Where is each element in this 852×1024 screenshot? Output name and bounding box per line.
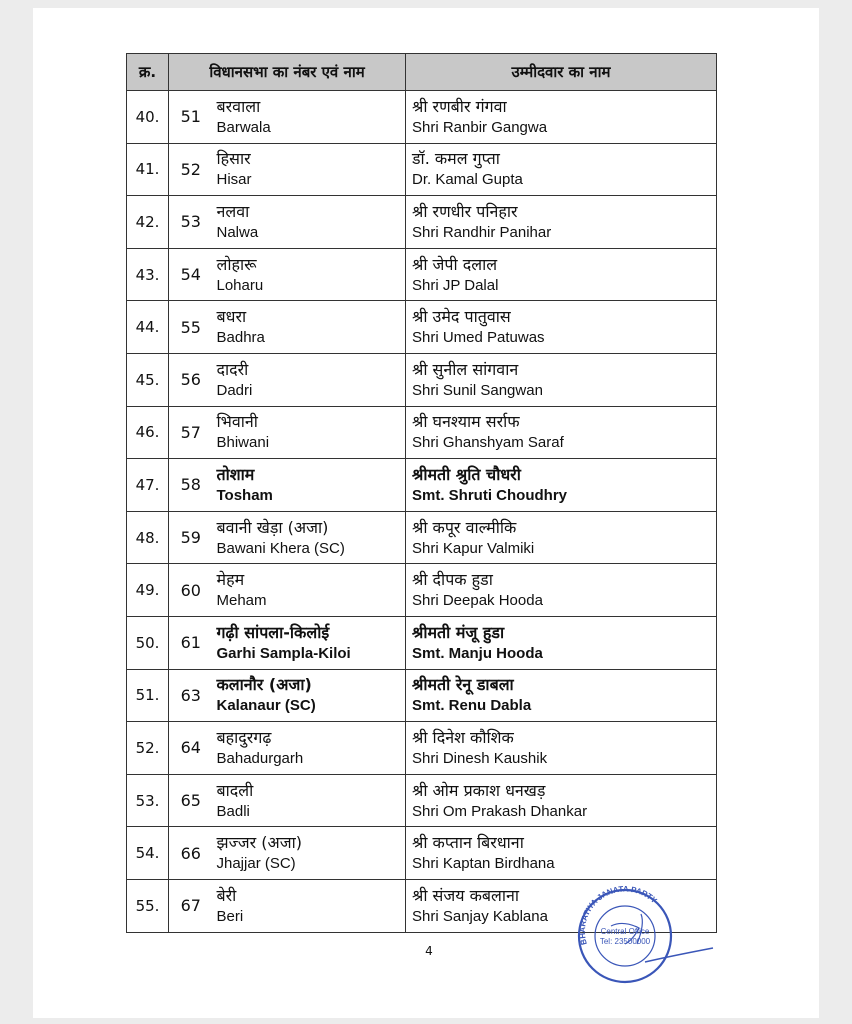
constituency-name <box>213 406 406 459</box>
constituency-name-hindi: बेरी <box>216 885 237 905</box>
constituency-name-english: Garhi Sampla-Kiloi <box>216 644 351 662</box>
constituency-name <box>213 827 406 880</box>
candidate-name-hindi: श्री दीपक हुडा <box>412 570 493 590</box>
constituency-name <box>213 774 406 827</box>
candidate-name <box>406 827 717 880</box>
serial-number: 53. <box>127 774 169 827</box>
serial-number: 54. <box>127 827 169 880</box>
constituency-name <box>213 353 406 406</box>
candidate-name-hindi: डॉ. कमल गुप्ता <box>412 149 500 169</box>
constituency-name-hindi: कलानौर (अजा) <box>216 675 312 695</box>
constituency-name <box>213 301 406 354</box>
candidate-name-english: Shri Ranbir Gangwa <box>412 118 548 136</box>
candidate-name-english: Shri Sunil Sangwan <box>412 381 543 399</box>
candidate-name-english: Shri Dinesh Kaushik <box>412 749 548 767</box>
constituency-name <box>213 879 406 932</box>
constituency-name-english: Bawani Khera (SC) <box>216 539 345 557</box>
constituency-number: 55 <box>169 301 213 354</box>
constituency-number: 59 <box>169 511 213 564</box>
table-body <box>127 91 717 933</box>
table-row <box>127 196 717 249</box>
constituency-name-english: Meham <box>216 592 267 610</box>
serial-number: 52. <box>127 722 169 775</box>
candidate-name-hindi: श्री रणबीर गंगवा <box>412 96 507 116</box>
candidate-name-hindi: श्री जेपी दलाल <box>412 254 498 274</box>
constituency-name-hindi: तोशाम <box>216 464 255 484</box>
constituency-name-english: Tosham <box>216 486 273 504</box>
constituency-name-english: Beri <box>216 907 244 925</box>
candidate-name-hindi: श्रीमती मंजू हुडा <box>412 622 505 642</box>
table-row <box>127 564 717 617</box>
candidate-name <box>406 406 717 459</box>
constituency-name-hindi: लोहारू <box>216 254 257 274</box>
constituency-name-english: Kalanaur (SC) <box>216 697 316 715</box>
constituency-name-hindi: मेहम <box>216 570 245 590</box>
table-row <box>127 722 717 775</box>
constituency-name-english: Barwala <box>216 118 271 136</box>
table-row <box>127 827 717 880</box>
candidate-name-english: Dr. Kamal Gupta <box>412 171 523 189</box>
constituency-name-english: Nalwa <box>216 223 259 241</box>
serial-number: 41. <box>127 143 169 196</box>
candidate-name <box>406 616 717 669</box>
constituency-name <box>213 564 406 617</box>
candidate-name-hindi: श्री संजय कबलाना <box>412 885 520 905</box>
constituency-name <box>213 143 406 196</box>
constituency-name-english: Dadri <box>216 381 253 399</box>
header-serial: क्र. <box>127 54 169 91</box>
candidate-name <box>406 91 717 144</box>
constituency-name-hindi: बरवाला <box>216 96 261 116</box>
constituency-name-hindi: बादली <box>216 780 254 800</box>
candidate-name <box>406 301 717 354</box>
constituency-name-english: Badhra <box>216 329 265 347</box>
table-row <box>127 669 717 722</box>
constituency-name-english: Bahadurgarh <box>216 749 304 767</box>
candidate-name-english: Shri Sanjay Kablana <box>412 907 548 925</box>
candidate-name-english: Smt. Renu Dabla <box>412 697 532 715</box>
serial-number: 42. <box>127 196 169 249</box>
candidate-name-hindi: श्री दिनेश कौशिक <box>412 727 514 747</box>
constituency-name-hindi: हिसार <box>216 149 251 169</box>
constituency-name-english: Bhiwani <box>216 434 270 452</box>
constituency-number: 61 <box>169 616 213 669</box>
candidate-name-hindi: श्री कप्तान बिरधाना <box>412 833 524 853</box>
table-row <box>127 774 717 827</box>
candidate-name-english: Smt. Shruti Choudhry <box>412 486 567 504</box>
table-row <box>127 248 717 301</box>
header-candidate: उम्मीदवार का नाम <box>406 54 717 91</box>
constituency-number: 57 <box>169 406 213 459</box>
candidate-name <box>406 143 717 196</box>
candidate-name <box>406 774 717 827</box>
svg-text:BHARATIYA JANATA PARTY: BHARATIYA JANATA PARTY <box>577 884 659 946</box>
serial-number: 43. <box>127 248 169 301</box>
document-page <box>33 8 819 1018</box>
constituency-number: 52 <box>169 143 213 196</box>
constituency-name <box>213 248 406 301</box>
candidate-name-hindi: श्री उमेद पातुवास <box>412 307 511 327</box>
constituency-number: 54 <box>169 248 213 301</box>
page-number: 4 <box>425 944 433 958</box>
table-row <box>127 616 717 669</box>
table-row <box>127 353 717 406</box>
candidate-name <box>406 248 717 301</box>
table-row <box>127 143 717 196</box>
serial-number: 45. <box>127 353 169 406</box>
constituency-name-hindi: गढ़ी सांपला-किलोई <box>216 622 330 642</box>
serial-number: 40. <box>127 91 169 144</box>
candidate-name-hindi: श्री सुनील सांगवान <box>412 359 519 379</box>
constituency-name-hindi: बहादुरगढ़ <box>216 727 272 747</box>
candidate-name-hindi: श्रीमती रेनू डाबला <box>412 675 514 695</box>
table-row <box>127 511 717 564</box>
candidate-name-hindi: श्री ओम प्रकाश धनखड़ <box>412 780 546 800</box>
candidate-name <box>406 511 717 564</box>
serial-number: 55. <box>127 879 169 932</box>
serial-number: 46. <box>127 406 169 459</box>
candidate-name-english: Shri Om Prakash Dhankar <box>412 802 588 820</box>
constituency-name <box>213 196 406 249</box>
candidate-name <box>406 564 717 617</box>
candidate-name-english: Shri Randhir Panihar <box>412 223 552 241</box>
table-row <box>127 406 717 459</box>
constituency-name <box>213 669 406 722</box>
candidate-name <box>406 196 717 249</box>
constituency-number: 65 <box>169 774 213 827</box>
candidate-name <box>406 459 717 512</box>
constituency-number: 51 <box>169 91 213 144</box>
constituency-number: 63 <box>169 669 213 722</box>
table-row <box>127 301 717 354</box>
constituency-number: 66 <box>169 827 213 880</box>
candidate-name-hindi: श्री घनश्याम सर्राफ <box>412 412 520 432</box>
constituency-number: 53 <box>169 196 213 249</box>
constituency-name <box>213 459 406 512</box>
constituency-number: 64 <box>169 722 213 775</box>
constituency-name <box>213 511 406 564</box>
candidate-name-english: Shri JP Dalal <box>412 276 499 294</box>
constituency-number: 60 <box>169 564 213 617</box>
constituency-name-hindi: नलवा <box>216 201 250 221</box>
candidate-name <box>406 353 717 406</box>
constituency-name-english: Jhajjar (SC) <box>216 855 296 873</box>
candidate-name-english: Shri Kapur Valmiki <box>412 539 535 557</box>
serial-number: 44. <box>127 301 169 354</box>
header-constituency: विधानसभा का नंबर एवं नाम <box>169 54 406 91</box>
serial-number: 50. <box>127 616 169 669</box>
candidate-name-english: Shri Umed Patuwas <box>412 329 545 347</box>
constituency-number: 67 <box>169 879 213 932</box>
candidate-name-hindi: श्री रणधीर पनिहार <box>412 201 518 221</box>
serial-number: 51. <box>127 669 169 722</box>
constituency-name <box>213 616 406 669</box>
candidate-name-english: Shri Ghanshyam Saraf <box>412 434 564 452</box>
table-header <box>127 54 717 91</box>
constituency-number: 56 <box>169 353 213 406</box>
serial-number: 49. <box>127 564 169 617</box>
candidate-name <box>406 669 717 722</box>
svg-text:Central Office: Central Office <box>600 927 650 936</box>
constituency-name-hindi: दादरी <box>216 359 249 379</box>
constituency-name <box>213 91 406 144</box>
candidate-name-hindi: श्रीमती श्रुति चौधरी <box>412 464 521 484</box>
candidate-name-hindi: श्री कपूर वाल्मीकि <box>412 517 517 537</box>
constituency-name-hindi: बवानी खेड़ा (अजा) <box>216 517 329 537</box>
constituency-name-hindi: बधरा <box>216 307 247 327</box>
candidate-name <box>406 722 717 775</box>
table-row <box>127 91 717 144</box>
serial-number: 47. <box>127 459 169 512</box>
table-row <box>127 459 717 512</box>
svg-text:Tel: 23500000: Tel: 23500000 <box>599 937 651 946</box>
constituency-number: 58 <box>169 459 213 512</box>
constituency-name-english: Loharu <box>216 276 264 294</box>
candidate-name-english: Shri Deepak Hooda <box>412 592 543 610</box>
party-seal-stamp <box>575 884 715 990</box>
candidate-name-english: Shri Kaptan Birdhana <box>412 855 555 873</box>
constituency-name-hindi: भिवानी <box>216 412 258 432</box>
constituency-name-hindi: झज्जर (अजा) <box>216 833 302 853</box>
candidate-name-english: Smt. Manju Hooda <box>412 644 543 662</box>
constituency-name <box>213 722 406 775</box>
candidate-table <box>126 53 717 933</box>
constituency-name-english: Hisar <box>216 171 252 189</box>
constituency-name-english: Badli <box>216 802 250 820</box>
serial-number: 48. <box>127 511 169 564</box>
